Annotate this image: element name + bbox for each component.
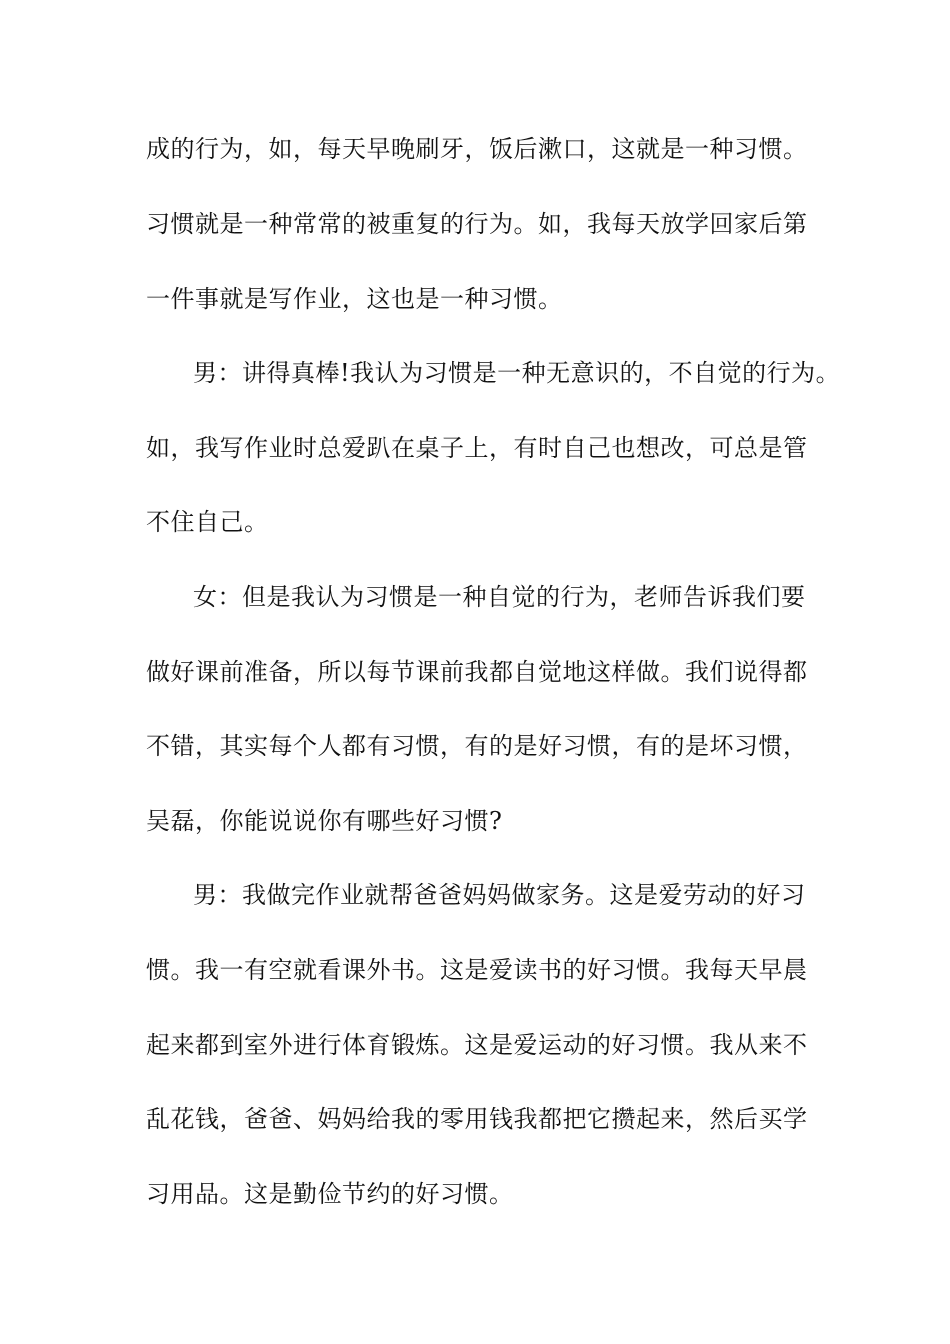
text-line: 男：讲得真棒!我认为习惯是一种无意识的，不自觉的行为。	[193, 359, 841, 387]
text-line: 一件事就是写作业，这也是一种习惯。	[146, 285, 563, 313]
text-line: 习惯就是一种常常的被重复的行为。如，我每天放学回家后第	[146, 210, 808, 238]
text-line: 不住自己。	[146, 508, 269, 536]
text-line: 习用品。这是勤俭节约的好习惯。	[146, 1180, 514, 1208]
text-line: 起来都到室外进行体育锻炼。这是爱运动的好习惯。我从来不	[146, 1031, 808, 1059]
text-line: 女：但是我认为习惯是一种自觉的行为，老师告诉我们要	[193, 583, 806, 611]
text-line: 吴磊，你能说说你有哪些好习惯?	[146, 807, 503, 835]
text-line: 不错，其实每个人都有习惯，有的是好习惯，有的是坏习惯，	[146, 732, 808, 760]
text-line: 男：我做完作业就帮爸爸妈妈做家务。这是爱劳动的好习	[193, 881, 806, 909]
text-line: 惯。我一有空就看课外书。这是爱读书的好习惯。我每天早晨	[146, 956, 808, 984]
text-line: 乱花钱，爸爸、妈妈给我的零用钱我都把它攒起来，然后买学	[146, 1105, 808, 1133]
text-line: 做好课前准备，所以每节课前我都自觉地这样做。我们说得都	[146, 658, 808, 686]
text-line: 成的行为，如，每天早晚刷牙，饭后漱口，这就是一种习惯。	[146, 135, 808, 163]
text-line: 如，我写作业时总爱趴在桌子上，有时自己也想改，可总是管	[146, 434, 808, 462]
